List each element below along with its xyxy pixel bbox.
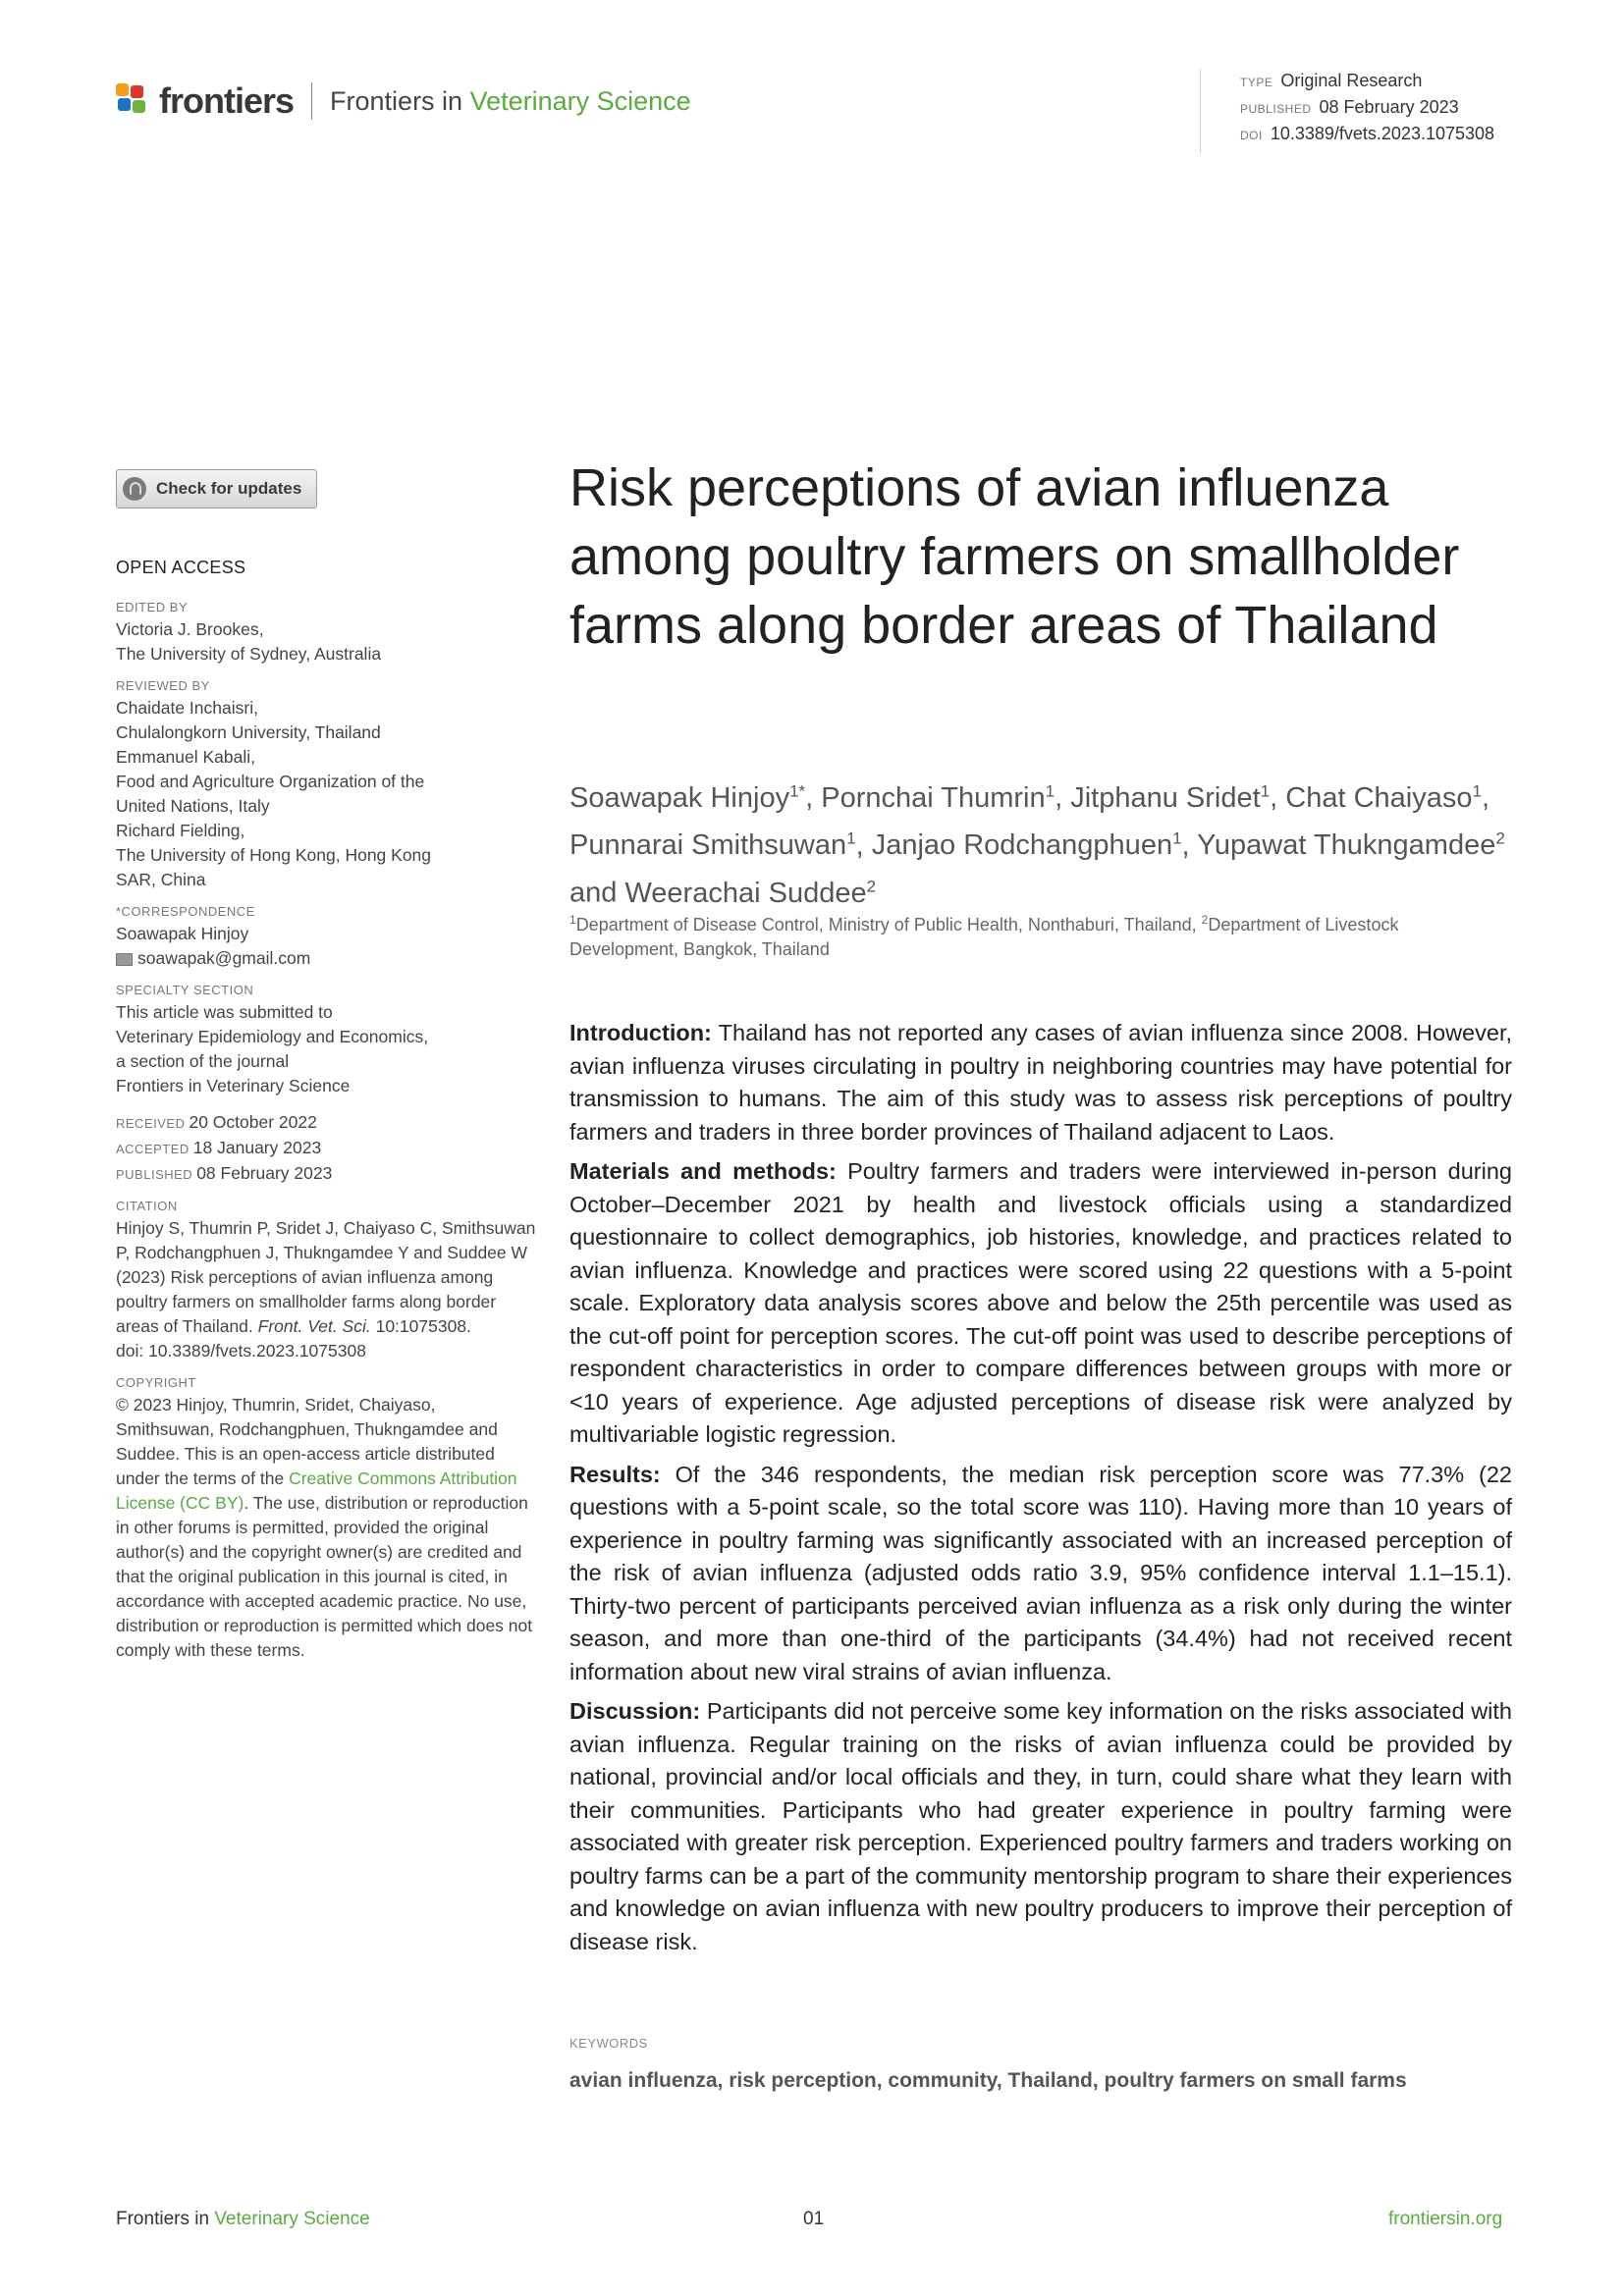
citation-doi[interactable]: doi: 10.3389/fvets.2023.1075308 (116, 1341, 366, 1361)
journal-highlight: Veterinary Science (469, 85, 691, 116)
published-value: 08 February 2023 (196, 1163, 333, 1183)
meta-doi (1240, 122, 1494, 148)
meta-published-value: 08 February 2023 (1319, 97, 1459, 117)
footer-journal-highlight: Veterinary Science (214, 2209, 370, 2229)
author-separator: , (1270, 781, 1286, 814)
citation-journal: Front. Vet. Sci. (257, 1316, 371, 1336)
abstract (569, 1017, 1512, 1965)
author-name: Janjao Rodchangphuen (871, 829, 1173, 862)
received-value: 20 October 2022 (189, 1112, 317, 1132)
author-affil-sup: 2 (1495, 828, 1505, 848)
abstract-text: Participants did not perceive some key information on the risks associated with avian influenza. Regular training on the risks of avian influenza could be provided by national, provincial and/or local officials and they, in turn, could share what they learn with their communities. Participants who had greater experience in poultry farming were associated with greater risk perception. Experienced poultry farmers and traders working on poultry farms can be a part of the community mentorship program to share their experiences and knowledge on avian influenza with new poultry producers to improve their perception of disease risk. (569, 1698, 1512, 1954)
journal-prefix: Frontiers in (330, 85, 470, 116)
author-name: Yupawat Thukngamdee (1197, 829, 1496, 862)
received-key: RECEIVED (116, 1116, 186, 1131)
author-affil-sup: 1 (1472, 781, 1482, 800)
author-name: Punnarai Smithsuwan (569, 829, 847, 862)
affil-sup: 1 (569, 913, 576, 927)
reviewer-line: SAR, China (116, 870, 206, 889)
abstract-text: Thailand has not reported any cases of avian influenza since 2008. However, avian influenza viruses circulating in poultry in neighboring countries may have potential for transmission to humans. The aim of this study was to assess risk perceptions of poultry farmers and traders in three border provinces of Thailand adjacent to Laos. (569, 1020, 1512, 1145)
footer-journal-prefix: Frontiers in (116, 2209, 215, 2229)
reviewer-line: Richard Fielding, (116, 821, 245, 840)
correspondence-section (116, 904, 538, 971)
author[interactable] (872, 829, 1182, 861)
copyright-body-end: . The use, distribution or reproduction in other forums is permitted, provided the original author(s) and the copyright owner(s) are credited and that the original publication in this journal is cited, in accordance with accepted academic practice. No use, distribution or reproduction is permitted which does not comply with these terms. (116, 1493, 533, 1660)
page-number: 01 (803, 2209, 825, 2229)
abstract-heading: Results: (569, 1461, 661, 1487)
author[interactable] (624, 878, 876, 909)
citation-ref: 10:1075308. (370, 1316, 471, 1336)
reviewed-by-section (116, 678, 538, 892)
abstract-discussion (569, 1695, 1512, 1958)
author-separator: , (855, 829, 872, 862)
author-affil-sup: 1 (846, 828, 856, 848)
specialty-section (116, 983, 538, 1098)
reviewer-line: Emmanuel Kabali, (116, 747, 256, 767)
meta-published (1240, 95, 1494, 122)
copyright-heading: COPYRIGHT (116, 1375, 196, 1390)
brand-name: frontiers (159, 80, 295, 121)
copyright-section (116, 1375, 538, 1663)
keywords: avian influenza, risk perception, community, Thailand, poultry farmers on small farms (569, 2069, 1407, 2092)
article-meta (1200, 69, 1494, 153)
article-title: Risk perceptions of avian influenza among poultry farmers on smallholder farms along border areas of Thailand (569, 458, 1460, 655)
author[interactable] (569, 829, 856, 861)
copyright-body: © 2023 Hinjoy, Thumrin, Sridet, Chaiyaso, Smithsuwan, Rodchangphuen, Thukngamdee and Suddee. This is an open-access article distributed under the terms of the (116, 1395, 498, 1488)
edited-by-section (116, 600, 538, 667)
accepted-value: 18 January 2023 (192, 1138, 322, 1157)
published-date (116, 1161, 538, 1187)
author-affil-sup: 1* (789, 781, 806, 800)
author-name: Chat Chaiyaso (1285, 781, 1473, 814)
author[interactable] (1285, 782, 1482, 814)
author-name: Pornchai Thumrin (821, 781, 1046, 814)
open-access-label: OPEN ACCESS (116, 558, 246, 577)
author-separator: and (569, 877, 625, 909)
author-affil-sup: 1 (1172, 828, 1182, 848)
meta-doi-value[interactable]: 10.3389/fvets.2023.1075308 (1270, 124, 1495, 143)
abstract-heading: Discussion: (569, 1698, 701, 1724)
specialty-heading: SPECIALTY SECTION (116, 983, 254, 997)
specialty-line: a section of the journal (116, 1051, 290, 1071)
sidebar (116, 558, 538, 1675)
meta-type-key: TYPE (1240, 76, 1273, 89)
update-check-icon (123, 477, 146, 501)
frontiers-logo-icon (116, 83, 151, 119)
check-updates-label: Check for updates (156, 479, 302, 498)
author[interactable] (1197, 829, 1505, 861)
footer-site-link[interactable]: frontiersin.org (1388, 2209, 1503, 2229)
abstract-text: Poultry farmers and traders were interviewed in-person during October–December 2021 by health and livestock officials using a standardized questionnaire to collect demographics, job histories, knowledge, and practices related to avian influenza. Knowledge and practices were scored using 22 questions with a 5-point scale. Exploratory data analysis scores above and below the 25th percentile was used as the cut-off point for perception scores. The cut-off point was used to describe perceptions of respondent characteristics in order to compare differences between groups with more or <10 years of experience. Age adjusted perceptions of disease risk were analyzed by multivariable logistic regression. (569, 1158, 1512, 1447)
keywords-heading: KEYWORDS (569, 2036, 648, 2051)
received-date (116, 1110, 538, 1136)
meta-doi-key: DOI (1240, 129, 1263, 142)
accepted-key: ACCEPTED (116, 1142, 189, 1156)
affiliation-2: Department of Livestock Development, Bangkok, Thailand (569, 915, 1399, 959)
author-affil-sup: 1 (1260, 781, 1271, 800)
author-name: Soawapak Hinjoy (569, 781, 790, 814)
author-separator: , (1181, 829, 1198, 862)
published-key: PUBLISHED (116, 1167, 193, 1182)
abstract-results (569, 1459, 1512, 1689)
logo-divider (311, 82, 312, 120)
affiliation-1: Department of Disease Control, Ministry of Public Health, Nonthaburi, Thailand, (575, 915, 1202, 934)
specialty-line: This article was submitted to (116, 1002, 333, 1022)
author-separator: , (1055, 781, 1071, 814)
author[interactable] (1070, 782, 1270, 814)
author-affil-sup: 1 (1045, 781, 1056, 800)
dates-section (116, 1110, 538, 1187)
correspondence-email[interactable]: soawapak@gmail.com (137, 948, 311, 968)
footer-journal (116, 2209, 370, 2230)
author-list (569, 771, 1512, 914)
abstract-text: Of the 346 respondents, the median risk perception score was 77.3% (22 questions with a 5-point scale, so the total score was 110). Having more than 10 years of experience in poultry farming was significantly associated with an increased perception of the risk of avian influenza (adjusted odds ratio 3.9, 95% confidence interval 1.1–15.1). Thirty-two percent of participants perceived avian influenza as a risk only during the winter season, and more than one-third of the participants (34.4%) had not received recent information about new viral strains of avian influenza. (569, 1461, 1512, 1684)
check-for-updates-button[interactable] (116, 469, 317, 508)
citation-text (116, 1216, 538, 1363)
author-name: Weerachai Suddee (624, 877, 867, 909)
reviewer-line: Chulalongkorn University, Thailand (116, 722, 381, 742)
copyright-text (116, 1393, 538, 1663)
reviewer-line: Chaidate Inchaisri, (116, 698, 258, 718)
editor-name: Victoria J. Brookes, (116, 619, 264, 639)
cc-by-license-link[interactable]: Creative Commons Attribution License (CC BY) (116, 1468, 517, 1513)
editor-affiliation: The University of Sydney, Australia (116, 644, 382, 664)
correspondence-email-row (116, 946, 538, 971)
correspondence-heading: *CORRESPONDENCE (116, 904, 255, 919)
author[interactable] (821, 782, 1055, 814)
specialty-line: Veterinary Epidemiology and Economics, (116, 1027, 429, 1046)
author-separator: , (1481, 781, 1490, 814)
accepted-date (116, 1136, 538, 1161)
reviewer-line: United Nations, Italy (116, 796, 270, 816)
citation-body: Hinjoy S, Thumrin P, Sridet J, Chaiyaso C, Smithsuwan P, Rodchangphuen J, Thukngamdee Y and Suddee W (2023) Risk perceptions of avian influenza among poultry farmers on smallholder farms along border areas of Thailand. (116, 1218, 536, 1336)
edited-by-heading: EDITED BY (116, 600, 189, 614)
affiliations (569, 908, 1512, 962)
meta-type-value: Original Research (1280, 71, 1423, 90)
author-affil-sup: 2 (866, 877, 877, 896)
citation-section (116, 1199, 538, 1363)
reviewed-by-heading: REVIEWED BY (116, 678, 210, 693)
abstract-heading: Materials and methods: (569, 1158, 837, 1184)
affil-sup: 2 (1201, 913, 1209, 927)
specialty-line: Frontiers in Veterinary Science (116, 1076, 351, 1095)
reviewer-line: Food and Agriculture Organization of the (116, 772, 425, 791)
mail-icon (116, 953, 133, 966)
abstract-introduction (569, 1017, 1512, 1148)
abstract-heading: Introduction: (569, 1020, 712, 1045)
reviewer-line: The University of Hong Kong, Hong Kong (116, 845, 432, 865)
author-separator: , (805, 781, 822, 814)
citation-heading: CITATION (116, 1199, 178, 1213)
author-name: Jitphanu Sridet (1070, 781, 1261, 814)
author[interactable] (569, 782, 805, 814)
correspondence-name: Soawapak Hinjoy (116, 924, 249, 943)
abstract-methods (569, 1155, 1512, 1452)
frontiers-logo[interactable] (116, 80, 691, 122)
journal-name (330, 86, 691, 117)
meta-published-key: PUBLISHED (1240, 102, 1312, 116)
meta-type (1240, 69, 1494, 95)
